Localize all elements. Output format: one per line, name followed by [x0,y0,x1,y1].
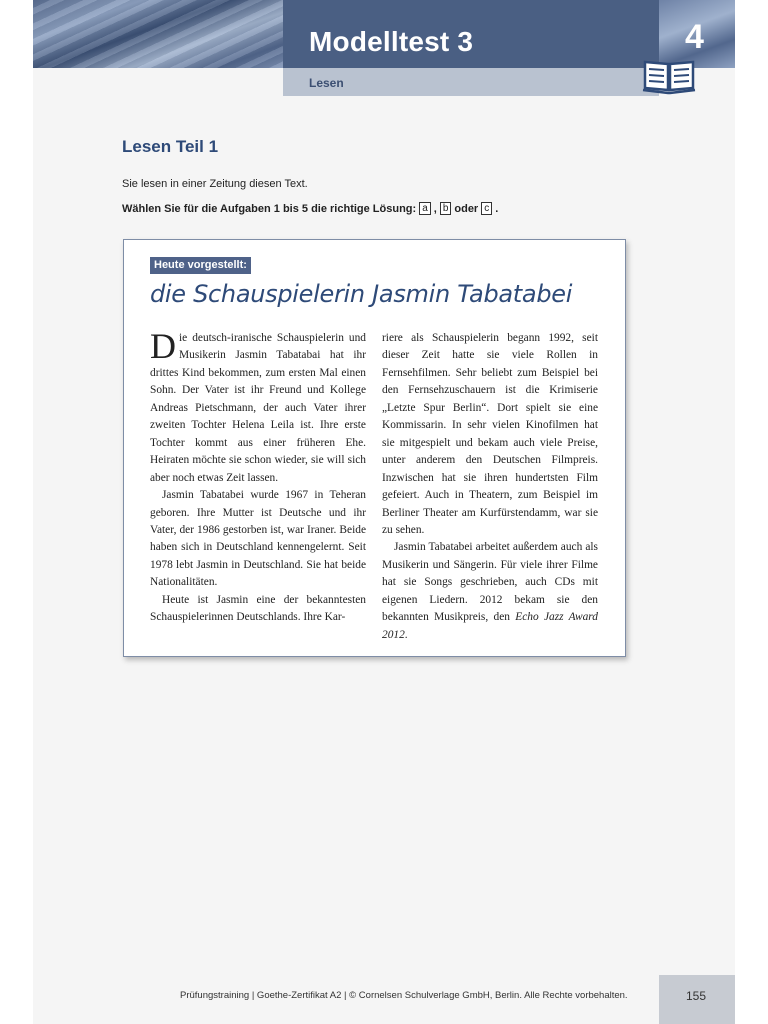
page-title: Modelltest 3 [309,26,474,57]
paragraph: Heute ist Jasmin eine der bekanntesten Schauspielerinnen Deutschlands. Ihre Kar- [150,593,366,624]
section-label: Lesen [309,76,344,90]
award-name: Echo Jazz Award 2012 [382,611,599,641]
task-instruction [122,202,498,215]
task-instruction-text: Wählen Sie für die Aufgaben 1 bis 5 die richtige Lösung: [122,202,417,215]
option-b-box: b [440,202,452,215]
option-c-box: c [481,202,492,215]
footer-credits: Prüfungstraining | Goethe-Zertifikat A2 | © Cornelsen Schulverlage GmbH, Berlin. Alle Rechte vorbehalten. [180,990,628,1001]
article-column-left [150,326,366,627]
page-number: 155 [686,989,707,1003]
option-a-box: a [419,202,431,215]
paragraph: Die deutsch-iranische Schauspielerin und Musikerin Jasmin Tabatabai hat ihr drittes Kind bekommen, zum ersten Mal einen Sohn. Der Vater ist ihr Freund und Kollege Andreas Pietschmann, der auch Vater ihrer zweiten Tochter Helena Leila ist. Ihre erste Tochter kommt aus einer früheren Ehe. Heiraten möchte sie schon wieder, sie will sich aber noch etwas Zeit lassen. [150,326,366,484]
article-column-right [382,330,598,644]
paragraph: riere als Schauspielerin begann 1992, seit dieser Zeit hatte sie viele Rollen in Fernsehfilmen. Sehr beliebt zum Beispiel bei den Fernsehzuschauern ist die Krimiserie „Letzte Spur Berlin“. Dort spielt sie eine Kommissarin. In sehr vielen Kinofilmen hat sie mitgespielt und bekam auch viele Preise, unter anderem den Deutschen Filmpreis. Inzwischen hat sie ihren hundertsten Film gefeiert. Auch in Theatern, zum Beispiel im Berliner Theater am Kurfürstendamm, war sie zu sehen. [382,332,598,536]
period: . [495,202,499,215]
comma: , [433,202,437,215]
paragraph: Jasmin Tabatabei wurde 1967 in Teheran geboren. Ihre Mutter ist Deutsche und ihr Vater, der 1986 gestorben ist, war Iraner. Beide haben sich in Deutschland kennengelernt. Seit 1978 lebt Jasmin in Deutschland. Sie hat beide Nationalitäten. [150,489,366,589]
section-heading: Lesen Teil 1 [122,137,219,156]
open-book-icon [641,56,697,96]
chapter-number: 4 [685,18,704,56]
oder-word: oder [454,202,479,215]
paragraph: Jasmin Tabatabei arbeitet außerdem auch als Musikerin und Sängerin. Für viele ihrer Filme hat sie Songs geschrieben, auch CDs mit eigenen Liedern. 2012 bekam sie den bekannten Musikpreis, den Echo Jazz Award 2012. [382,541,599,641]
header-decorative-banner [33,0,283,68]
drop-cap: D [150,326,176,366]
article-tag: Heute vorgestellt: [150,257,251,274]
instruction-text: Sie lesen in einer Zeitung diesen Text. [122,178,308,190]
article-headline: die Schauspielerin Jasmin Tabatabei [150,280,573,308]
